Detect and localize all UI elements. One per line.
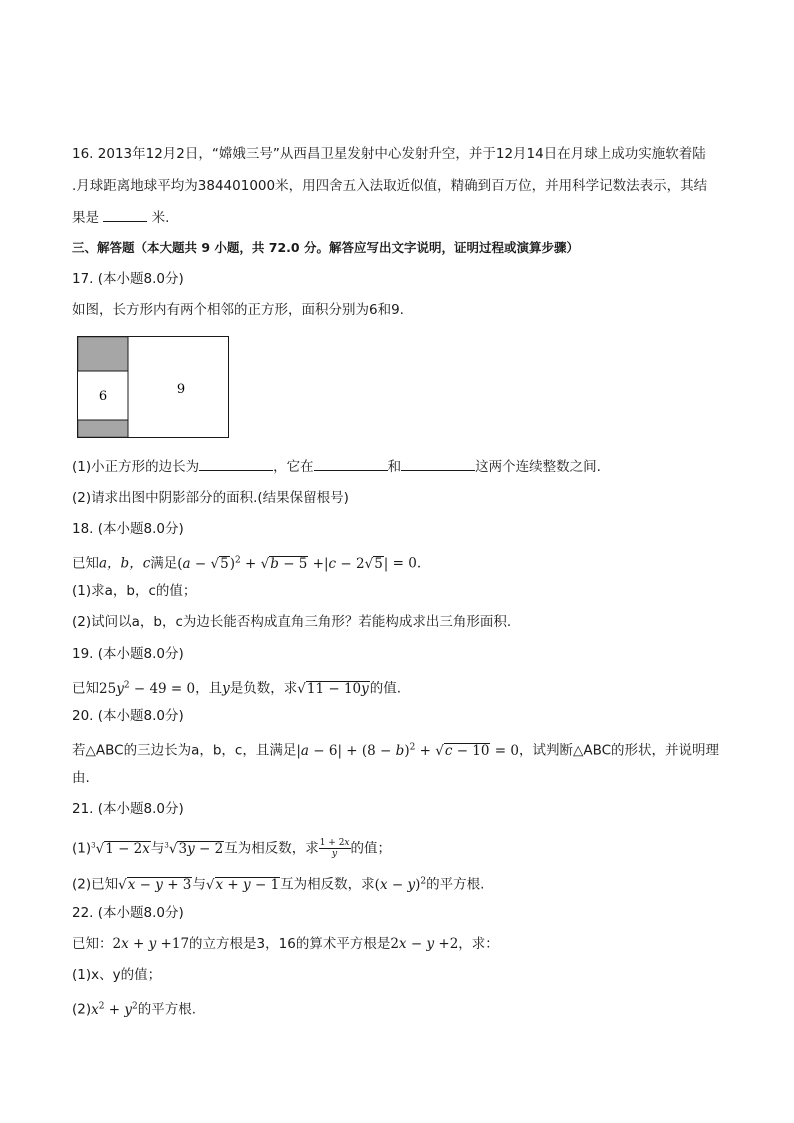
q19-equation: $25y^2 - 49 = 0$ xyxy=(99,680,196,697)
q19-text-a: 已知 xyxy=(72,680,99,697)
answer-blank[interactable] xyxy=(103,208,147,222)
q20-line1 xyxy=(72,738,719,760)
q21-p1-text-b: 与 xyxy=(150,840,165,857)
q21-sqrt-1: √x − y + 3 xyxy=(118,876,192,893)
two-squares-figure xyxy=(77,336,231,440)
q22-header: 22. (本小题8.0分) xyxy=(72,905,184,921)
q22-expr-1: 2x + y +17 xyxy=(112,936,190,952)
q19-text-d: 的值. xyxy=(369,680,402,697)
q20-text-b: ，试判断△ABC的形状，并说明理 xyxy=(518,742,720,759)
small-square-label: 6 xyxy=(98,389,108,404)
q22-expr-3: $x^2 + y^2$ xyxy=(91,1001,138,1018)
section-heading: 三、解答题（本大题共 9 小题，共 72.0 分。解答应写出文字说明，证明过程或演算步骤） xyxy=(72,240,579,255)
q21-p2-text-a: (2)已知 xyxy=(72,876,119,893)
q19-text-c: 是负数，求 xyxy=(229,680,298,697)
q21-header: 21. (本小题8.0分) xyxy=(72,801,184,817)
q18-part1: (1)求a，b，c的值； xyxy=(72,583,197,599)
q21-expression: $(x - y)^2$ xyxy=(374,876,427,893)
q17-p1-text-c: 和 xyxy=(387,459,402,475)
shaded-region-bottom xyxy=(78,420,128,437)
q22-p2-text-a: (2) xyxy=(72,1001,92,1018)
q18-equation: $(a - √5)^2 + √b - 5 +|c - 2√5|$ xyxy=(177,555,393,572)
q22-expr-2: 2x − y +2 xyxy=(390,936,459,952)
q22-text-c: ，求： xyxy=(458,936,499,952)
q20-header: 20. (本小题8.0分) xyxy=(72,708,184,724)
q22-text-b: 的立方根是3，16的算术平方根是 xyxy=(189,936,391,952)
answer-blank[interactable] xyxy=(314,457,388,471)
q16-text-a: 果是 xyxy=(72,210,99,226)
q21-p1-text-c: 互为相反数，求 xyxy=(224,840,319,857)
q19-radical: √11 − 10y xyxy=(297,680,369,697)
q22-stem xyxy=(72,935,499,953)
q17-part2: (2)请求出图中阴影部分的面积.(结果保留根号) xyxy=(72,490,349,506)
q21-p1-text-d: 的值； xyxy=(350,840,391,857)
answer-blank[interactable] xyxy=(401,457,475,471)
q18-stem xyxy=(72,551,421,573)
q16-line3 xyxy=(72,208,169,227)
q21-p2-text-b: 与 xyxy=(192,876,206,893)
q17-stem: 如图，长方形内有两个相邻的正方形，面积分别为6和9. xyxy=(72,302,404,318)
q21-cuberoot-1: $^3$√1 − 2x xyxy=(91,840,150,857)
q19-header: 19. (本小题8.0分) xyxy=(72,646,184,662)
q21-sqrt-2: √x + y − 1 xyxy=(205,876,280,893)
q21-p2-text-c: 互为相反数，求 xyxy=(280,876,375,893)
q17-p1-text-b: ，它在 xyxy=(273,459,314,475)
shaded-region-top xyxy=(78,337,128,371)
q18-header: 18. (本小题8.0分) xyxy=(72,521,184,537)
q20-line2: 由. xyxy=(72,770,90,786)
answer-blank[interactable] xyxy=(199,457,273,471)
q20-text-a: 若△ABC的三边长为a，b，c，且满足 xyxy=(72,742,297,759)
q21-part2 xyxy=(72,872,484,894)
q21-p2-text-d: 的平方根. xyxy=(426,876,485,893)
q18-eq-end: = 0. xyxy=(392,555,422,572)
q22-part2 xyxy=(72,997,196,1019)
q18-part2: (2)试问以a，b，c为边长能否构成直角三角形？若能构成求出三角形面积. xyxy=(72,614,512,630)
q22-part1: (1)x、y的值； xyxy=(72,967,162,983)
q17-p1-text-d: 这两个连续整数之间. xyxy=(475,459,601,475)
q21-p1-text-a: (1) xyxy=(72,840,92,857)
q21-part1 xyxy=(72,836,391,859)
q20-equation: $|a - 6| + (8 - b)^2 + √c - 10 = 0$ xyxy=(296,742,519,759)
q18-vars: a，b，c xyxy=(99,555,151,572)
q21-cuberoot-2: $^3$√3y − 2 xyxy=(164,840,224,857)
q17-part1 xyxy=(72,457,601,476)
q18-text-b: 满足 xyxy=(150,555,178,572)
q22-text-a: 已知： xyxy=(72,936,113,952)
q17-p1-text-a: (1)小正方形的边长为 xyxy=(72,459,200,475)
large-square-label: 9 xyxy=(176,382,186,397)
q22-p2-text-b: 的平方根. xyxy=(137,1001,197,1018)
q17-header: 17. (本小题8.0分) xyxy=(72,271,184,287)
q18-text-a: 已知 xyxy=(72,555,99,572)
q21-fraction: $\frac{1 + 2x}{y}$ xyxy=(319,838,350,859)
q19-stem xyxy=(72,676,401,698)
q19-var-y: y xyxy=(222,680,230,697)
q16-text-b: 米. xyxy=(151,210,170,226)
q19-text-b: ，且 xyxy=(195,680,223,697)
q16-line1: 16. 2013年12月2日，“嫦娥三号”从西昌卫星发射中心发射升空，并于12月14日在月球上成功实施软着陆 xyxy=(72,146,706,162)
q16-line2: .月球距离地球平均为384401000米，用四舍五入法取近似值，精确到百万位，并用科学记数法表示，其结 xyxy=(72,178,708,194)
